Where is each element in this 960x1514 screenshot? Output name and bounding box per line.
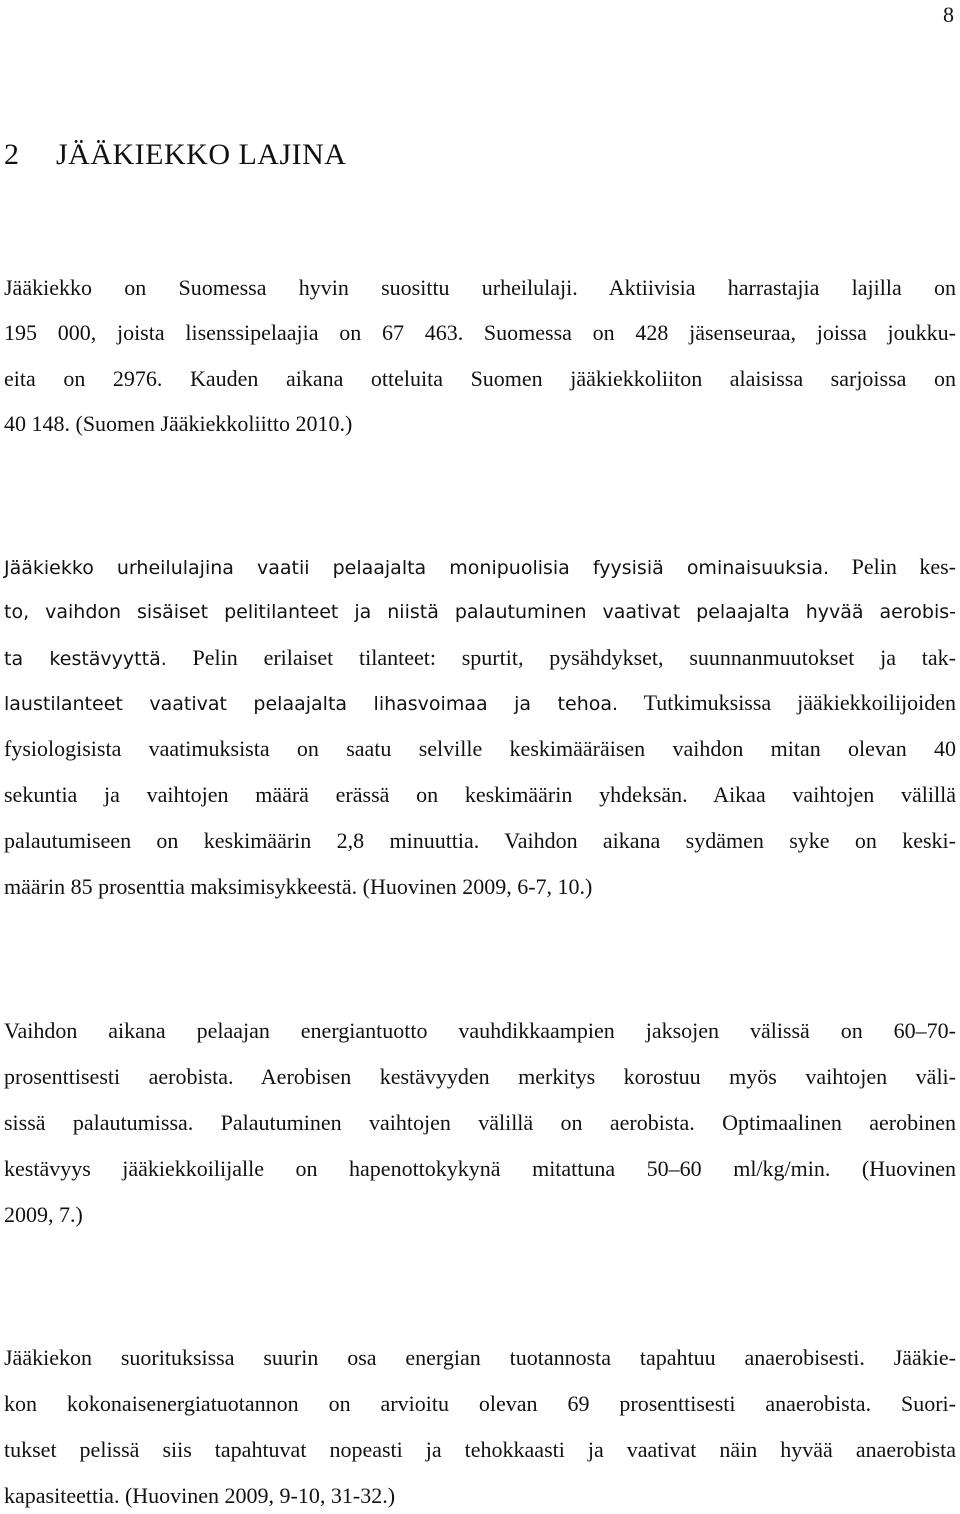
chapter-heading [4,138,346,172]
text-line: tukset pelissä siis tapahtuvat nopeasti ja tehokkaasti ja vaativat näin hyvää anaerobista [4,1437,956,1462]
text-line: eita on 2976. Kauden aikana otteluita Suomen jääkiekkoliiton alaisissa sarjoissa on [4,366,956,391]
text-line: sissä palautumissa. Palautuminen vaihtojen välillä on aerobista. Optimaalinen aerobinen [4,1110,956,1135]
text-line: Vaihdon aikana pelaajan energiantuotto vauhdikkaampien jaksojen välissä on 60–70- [4,1018,956,1043]
text-line: prosenttisesti aerobista. Aerobisen kestävyyden merkitys korostuu myös vaihtojen väli- [4,1064,956,1089]
text-segment: Tutkimuksissa jääkiekkoilijoiden [643,690,956,715]
text-line: to, vaihdon sisäiset pelitilanteet ja niistä palautuminen vaativat pelaajalta hyvää aerobis- [4,601,956,623]
text-line: sekuntia ja vaihtojen määrä erässä on keskimäärin yhdeksän. Aikaa vaihtojen välillä [4,782,956,807]
text-segment: ta kestävyyttä. [4,648,167,670]
text-line: palautumiseen on keskimäärin 2,8 minuuttia. Vaihdon aikana sydämen syke on keski- [4,828,956,853]
text-line [4,688,956,719]
chapter-title: JÄÄKIEKKO LAJINA [56,138,347,171]
text-line: kon kokonaisenergiatuotannon on arvioitu olevan 69 prosenttisesti anaerobista. Suori- [4,1391,956,1416]
text-line: kapasiteettia. (Huovinen 2009, 9-10, 31-32.) [4,1483,396,1508]
text-line: fysiologisista vaatimuksista on saatu selville keskimääräisen vaihdon mitan olevan 40 [4,736,956,761]
text-segment: Pelin erilaiset tilanteet: spurtit, pysähdykset, suunnanmuutokset ja tak- [192,645,956,670]
text-segment: laustilanteet vaativat pelaajalta lihasvoimaa ja tehoa. [4,693,619,715]
page-number: 8 [943,2,954,27]
text-line [4,643,956,674]
text-line: 195 000, joista lisenssipelaajia on 67 463. Suomessa on 428 jäsenseuraa, joissa joukku- [4,320,956,345]
chapter-number: 2 [4,138,20,171]
text-line: 40 148. (Suomen Jääkiekkoliitto 2010.) [4,411,353,436]
text-line: määrin 85 prosenttia maksimisykkeestä. (Huovinen 2009, 6-7, 10.) [4,874,593,899]
text-line: Jääkiekko on Suomessa hyvin suosittu urheilulaji. Aktiivisia harrastajia lajilla on [4,275,956,300]
text-line: 2009, 7.) [4,1202,83,1227]
text-line: kestävyys jääkiekkoilijalle on hapenottokykynä mitattuna 50–60 ml/kg/min. (Huovinen [4,1156,956,1181]
text-segment: Pelin kes- [851,554,957,579]
text-segment: Jääkiekko urheilulajina vaatii pelaajalta monipuolisia fyysisiä ominaisuuksia. [4,557,830,579]
text-line: Jääkiekon suorituksissa suurin osa energian tuotannosta tapahtuu anaerobisesti. Jääkie- [4,1345,956,1370]
text-line [4,552,956,583]
